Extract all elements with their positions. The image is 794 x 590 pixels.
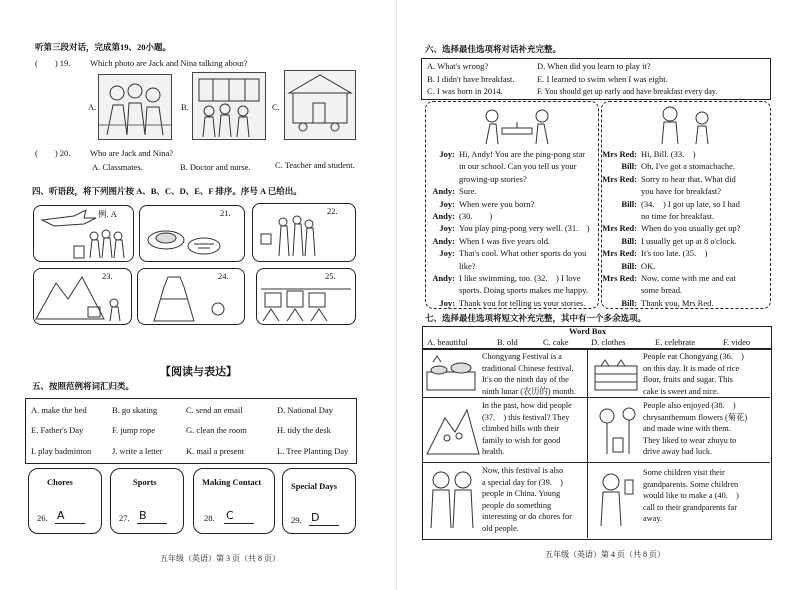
dialog-line: (34. ) I got up late, so I had [641,198,740,209]
category-sports-answer[interactable]: B [139,509,147,522]
dialog-speaker: Andy: [432,273,455,283]
airplane-family-icon [34,206,133,261]
passage-line: People eat Chongyang (36. ) [643,352,744,361]
picture-22 [252,203,356,262]
wordbox-b: B. old [497,337,518,347]
dialog-line: When do you usually get up? [641,223,741,234]
word-box-title: Word Box [569,326,607,336]
passage-line: (37. ) this festival? They [482,412,570,422]
passage-line: drive away bad luck. [643,447,713,456]
q19-option-c-label: C. [272,102,280,112]
picture-example [33,205,134,262]
q20-option-c[interactable]: C. Teacher and student. [275,160,355,170]
dialog-line: in our school. Can you tell us your [459,161,577,172]
dialog-speaker: Andy: [432,211,455,221]
category-special-days-answer[interactable]: D [311,511,320,524]
dialog-line: Hi, Bill. (33. ) [641,149,696,159]
dialog-line: When were you born? [459,198,535,209]
answer-line [137,523,167,524]
answer-line [309,525,339,526]
dialog-speaker: Joy: [439,248,455,259]
phone-call-icon [591,466,645,534]
cake-icon [591,352,641,394]
dialog-line: Oh, I've got a stomachache. [641,161,736,172]
dialog-line: I like swimming, too. (32. ) I love [459,273,581,283]
picture-21 [139,205,245,262]
word-k: K. mail a present [186,446,245,456]
word-h: H. tidy the desk [277,425,331,435]
passage-line: cake is sweet and nice. [643,386,719,396]
reading-section-title: 【阅读与表达】 [160,366,237,378]
section7-title: 七、选择最佳选项将短文补充完整，其中有一个多余选项。 [425,313,647,323]
passage-line: health. [482,447,505,456]
option-b: B. I didn't have breakfast. [427,74,515,84]
dialog-line: Now, come with me and eat [641,273,736,283]
mountain-climb-icon [34,269,131,324]
category-special-days-title: Special Days [291,481,338,491]
passage-line: people in China. Young [482,489,561,498]
wordbox-d: D. clothes [591,337,626,347]
q19-text: Which photo are Jack and Nina talking about? [90,58,248,68]
dialog-line: no time for breakfast. [641,211,715,221]
picture-label-22: 22. [327,206,338,216]
q20-option-a[interactable]: A. Classmates. [92,162,143,172]
grid-hline [422,462,770,463]
category-chores-number: 26. [37,513,48,523]
category-contact-title: Making Contact [202,477,262,487]
q20-option-b[interactable]: B. Doctor and nurse. [180,162,251,172]
category-sports-title: Sports [133,477,157,487]
festival-food-icon [425,352,477,394]
q19-option-a-label: A. [88,102,97,112]
section6-title: 六、选择最佳选项将对话补充完整。 [425,44,562,54]
dialog-speaker: Joy: [439,198,455,209]
category-contact-answer[interactable]: C [226,509,234,522]
dialog-line: It's too late. (35. ) [641,248,708,259]
word-f: F. jump rope [112,425,155,435]
word-b: B. go skating [112,405,158,415]
option-e: E. I learned to swim when I was eight. [537,74,668,84]
category-chores-title: Chores [47,477,73,487]
dialog-line: OK. [641,260,656,271]
option-a: A. What's wrong? [427,61,489,71]
dialog-line: you have for breakfast? [641,186,722,197]
picture-23 [33,268,132,325]
passage-line: They liked to wear zhuyu to [643,435,737,445]
category-chores-box [28,468,102,534]
q19-option-a-picture[interactable] [98,74,172,140]
answer-line [224,523,254,524]
passage-line: a special day for (39. ) [482,477,563,487]
dialog-line: Sorry to hear that. What did [641,173,736,184]
passage-line: on this day. It is made of rice [643,363,740,373]
option-c: C. I was born in 2014. [427,86,503,96]
dialog-line: like? [459,260,476,271]
dialog-speaker: Mrs Red: [602,248,637,259]
grid-hline [422,397,770,398]
right-page [397,0,794,590]
passage-line: Now, this festival is also [482,466,564,475]
people-walking-icon [253,204,355,261]
grid-vline [587,348,588,538]
dialog-line: That's cool. What other sports do you [459,248,587,259]
hill-climbing-icon [425,402,481,458]
grandparents-icon [425,466,479,534]
category-special-days-box [282,468,356,534]
passage-line: chrysanthemum flowers (菊花) [643,412,748,422]
dialog-speaker: Mrs Red: [602,173,637,184]
passage-line: away. [643,514,663,523]
dialog-line: I usually get up at 8 o'clock. [641,235,737,246]
passage-line: ninth lunar (农历的) month. [482,386,577,396]
passage-line: interesting or do chores for [482,512,572,521]
dialog-line: some bread. [641,285,683,296]
q19-number: ( ) 19. [35,58,71,68]
word-c: C. send an email [186,405,243,415]
wordbox-f: F. video [723,337,751,347]
dialog-line: When I was five years old. [459,235,551,246]
dialog-speaker: Andy: [432,186,455,197]
dialog-line: sports. Doing sports makes me happy. [459,285,589,296]
dialog-line: growing-up stories? [459,173,527,184]
picture-label-example: 例. A [98,209,117,219]
dialog-line: Thank you for telling us your stories. [459,297,586,308]
dialog-line: (30. ) [459,211,493,221]
section5-title: 五、按照范例将词汇归类。 [32,381,135,391]
picture-24 [137,268,245,325]
dialog-speaker: Mrs Red: [602,149,637,159]
category-sports-box [110,468,184,534]
category-special-days-number: 29. [291,515,302,525]
word-e: E. Father's Day [31,425,84,435]
passage-line: In the past, how did people [482,401,572,410]
passage-line: old people. [482,523,519,533]
dialog-line: Thank you, Mrs Red. [641,297,714,308]
picture-label-25: 25. [325,271,336,281]
word-i: I. play badminton [31,446,92,456]
classroom-sketch-icon [193,73,265,139]
section4-title: 四、听语段，将下列图片按 A、B、C、D、E、F 排序。序号 A 已给出。 [32,186,302,196]
answer-line [55,523,85,524]
picture-label-24: 24. [218,271,229,281]
passage-line: climbed hills with their [482,424,560,433]
q19-option-b-label: B. [181,102,189,112]
dialog-speaker: Andy: [432,235,455,246]
passage-line: people do something [482,500,552,510]
dialog-speaker: Joy: [439,297,455,308]
crowd-street-icon [257,269,355,324]
teacher-student-icon [652,104,722,146]
word-g: G. clean the room [186,425,247,435]
passage-line: grandparents. Some children [643,479,739,489]
word-a: A. make the bed [31,405,87,415]
dialog-speaker: Mrs Red: [602,273,637,283]
passage-line: It's on the ninth day of the [482,375,569,384]
wordbox-e: E. celebrate [655,337,696,347]
wordbox-a: A. beautiful [427,337,468,347]
category-chores-answer[interactable]: A [57,509,65,522]
word-l: L. Tree Planting Day [277,446,349,456]
passage-line: People also enjoyed (38. ) [643,401,736,410]
picture-25 [256,268,356,325]
family-sketch-icon [99,75,171,139]
word-j: J. write a letter [112,446,163,456]
q19-intro: 听第三段对话，完成第19、20小题。 [35,42,172,52]
category-contact-number: 28. [204,513,215,523]
dialog-speaker: Mrs Red: [602,223,637,234]
dialog-speaker: Bill: [621,260,637,271]
dialog-speaker: Joy: [439,149,455,159]
school-sketch-icon [285,71,355,139]
right-page-footer: 五年级（英语）第 4 页（共 8 页） [545,550,665,559]
picture-label-23: 23. [102,271,113,281]
passage-line: traditional Chinese festival. [482,363,574,373]
chrysanthemum-icon [591,402,647,458]
dialog-line: Sure. [459,186,477,197]
passage-line: family to wish for good [482,435,561,445]
passage-line: call to their grandparents far [643,502,737,512]
category-sports-number: 27. [119,513,130,523]
dialog-speaker: Bill: [621,297,637,308]
wordbox-c: C. cake [543,337,569,347]
q20-number: ( ) 20. [35,148,71,158]
option-d: D. When did you learn to play it? [537,61,651,71]
q19-option-c-picture[interactable] [284,70,356,140]
q19-option-b-picture[interactable] [192,72,266,140]
passage-line: flour, fruits and sugar. This [643,375,733,384]
dialog-speaker: Bill: [621,235,637,246]
left-page-footer: 五年级（英语）第 3 页（共 8 页） [160,554,280,563]
passage-line: would like to make a (40. ) [643,491,739,500]
picture-label-21: 21. [220,208,231,218]
ping-pong-players-icon [482,106,552,146]
dialog-line: You play ping-pong very well. (31. ) [459,223,590,234]
dialog-speaker: Bill: [621,198,637,209]
q20-text: Who are Jack and Nina? [90,148,174,158]
category-contact-box [193,468,275,534]
passage-line: and made wine with them. [643,424,731,433]
option-f: F. You should get up early and have breakfast every day. [537,87,718,96]
word-d: D. National Day [277,405,333,415]
dialog-speaker: Bill: [621,161,637,172]
dialog-line: Hi, Andy! You are the ping-pong star [459,149,586,159]
passage-line: Some children visit their [643,468,725,477]
passage-line: Chongyang Festival is a [482,352,562,361]
dialog-speaker: Joy: [439,223,455,234]
